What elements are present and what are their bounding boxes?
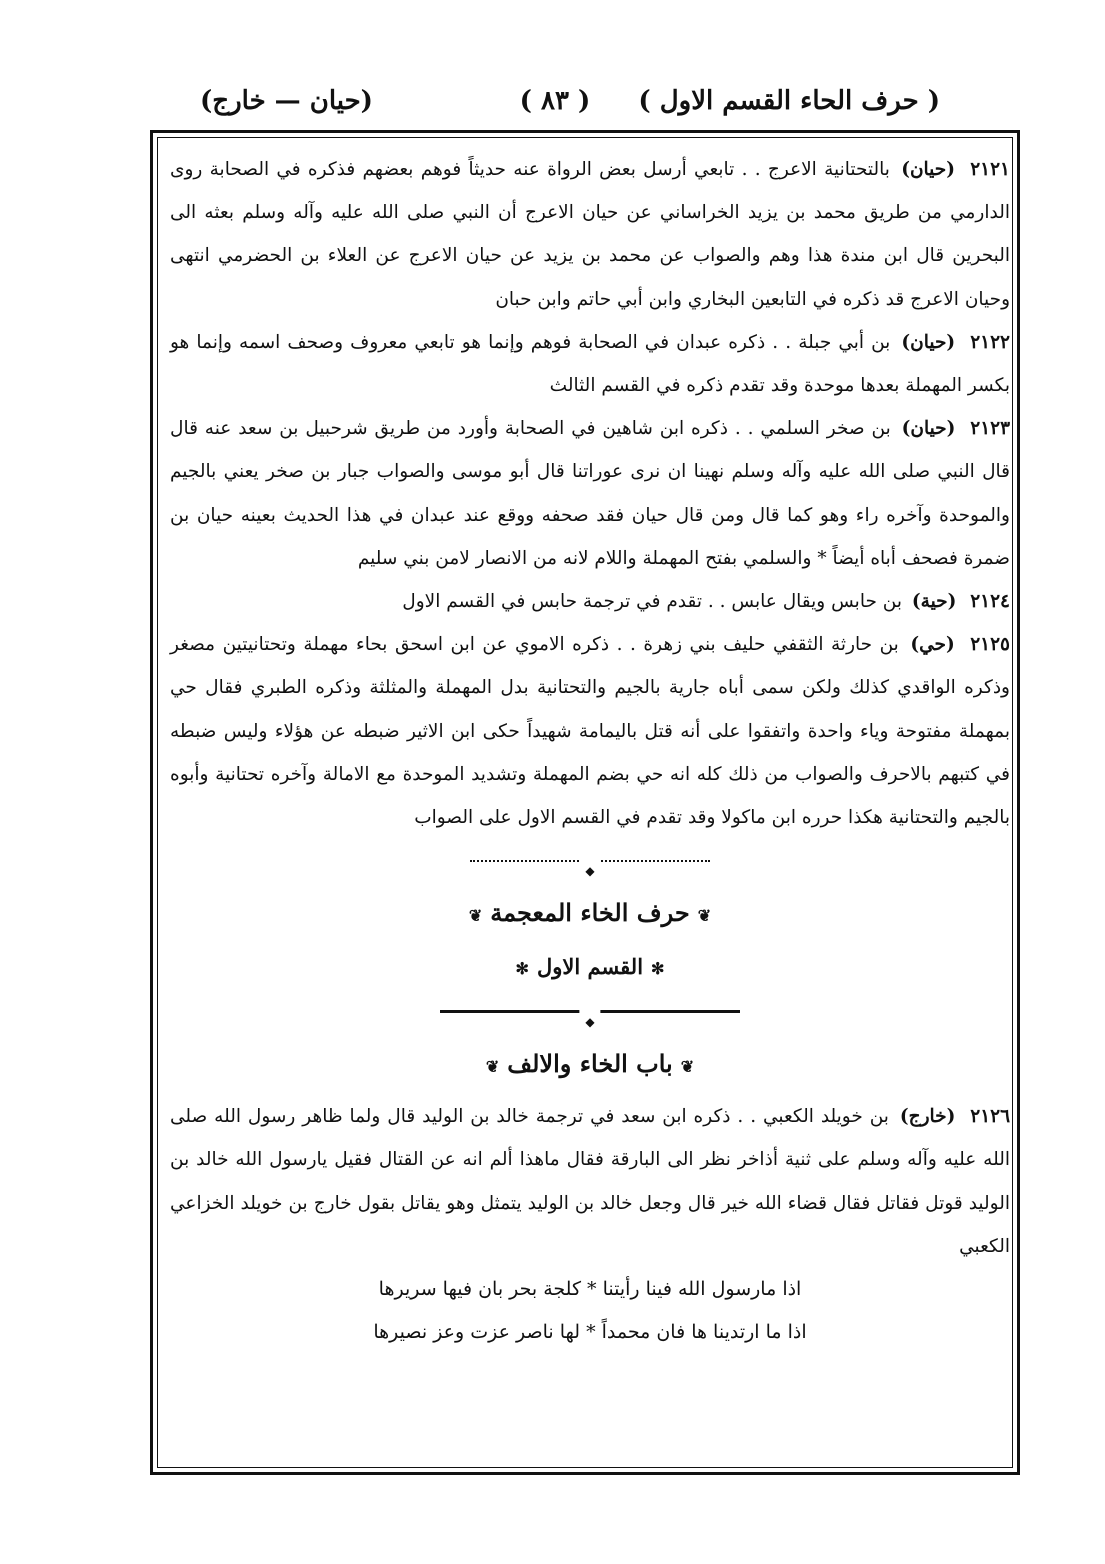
entry-text: بن أبي جبلة . . ذكره عبدان في الصحابة فوهم وإنما هو تابعي معروف وصحف اسمه وإنما هو بكسر المهملة بعدها موحدة وقد تقدم ذكره في القسم الثالث — [170, 331, 1010, 397]
entry-2121 — [170, 148, 1010, 321]
chapter-title-text: باب الخاء والالف — [507, 1049, 673, 1079]
entry-text: بن حابس ويقال عابس . . تقدم في ترجمة حابس في القسم الاول — [402, 591, 903, 613]
poem-verse: اذا ما ارتدينا ها فان محمداً * لها ناصر عزت وعز نصيرها — [373, 1321, 807, 1344]
entry-text: بن صخر السلمي . . ذكره ابن شاهين في الصحابة وأورد من طريق شرحبيل بن سعد عنه قال قال النبي صلى الله عليه وآله وسلم نهينا ان نرى عوراتنا قال أبو موسى والصواب جبار بن صخر يعني بالجيم والموحدة وآخره راء وهو كما قال ومن قال حيان فقد صحفه ووقع عند عبدان في هذا الحديث بعينه حيان بن ضمرة فصحف أباه أيضاً * والسلمي بفتح المهملة واللام لانه من الانصار لامن بني سليم — [170, 418, 1010, 569]
entry-number: ٢١٢٢ — [970, 331, 1010, 353]
ornamental-divider — [170, 839, 1010, 882]
ornament-icon: ✻ — [515, 959, 529, 979]
entry-name: (حيان) — [901, 418, 956, 440]
entry-2123 — [170, 407, 1010, 580]
ornamental-divider — [170, 990, 1010, 1033]
entry-number: ٢١٢٥ — [970, 634, 1010, 656]
divider-line — [440, 1010, 740, 1013]
entry-number: ٢١٢١ — [970, 159, 1010, 180]
section-subtitle — [170, 944, 1010, 990]
ornament-icon: ✻ — [651, 959, 665, 979]
header-chapter-title: ( حرف الحاء القسم الاول ) — [638, 86, 940, 116]
entry-2125 — [170, 623, 1010, 839]
entry-text: بن حارثة الثقفي حليف بني زهرة . . ذكره الاموي عن ابن اسحق بحاء مهملة وتحتانيتين مصغر وذكره الواقدي كذلك ولكن سمى أباه جارية بالجيم والتحتانية بدل المهملة والمثلثة وذكره الطبري فقال حي بمهملة مفتوحة وياء واحدة واتفقوا على أنه قتل باليمامة شهيداً حكى ابن الاثير ضبطه عن هؤلاء وليس ضبطه في كتبهم بالاحرف والصواب من ذلك كله انه حي بضم المهملة وتشديد الموحدة مع الامالة وآخره تحتانية وأبوه بالجيم والتحتانية هكذا حرره ابن ماكولا وقد تقدم في القسم الاول على الصواب — [170, 634, 1010, 829]
ornament-icon: ❦ — [680, 1057, 695, 1077]
poem-verse: اذا مارسول الله فينا رأيتنا * كلجة بحر بان فيها سريرها — [378, 1278, 802, 1301]
entry-text: بالتحتانية الاعرج . . تابعي أرسل بعض الرواة عنه حديثاً فوهم بعضهم فذكره في الصحابة روى الدارمي من طريق محمد بن يزيد الخراساني عن حيان الاعرج أن النبي صلى الله عليه وآله وسلم بعثه الى البحرين قال ابن مندة هذا وهم والصواب عن محمد بن يزيد عن حيان الاعرج عن العلاء بن الحضرمي انتهى وحيان الاعرج قد ذكره في التابعين البخاري وابن أبي حاتم وابن حبان — [170, 159, 1010, 310]
page-number: ( ٨٣ ) — [519, 86, 591, 116]
entry-name: (حيان) — [901, 159, 955, 180]
entry-name: (خارج) — [899, 1106, 956, 1128]
entry-name: (حي) — [910, 634, 955, 656]
section-subtitle-text: القسم الاول — [536, 954, 644, 980]
entry-2124 — [170, 580, 1010, 623]
page-body — [170, 148, 1010, 1354]
ornament-icon: ❦ — [468, 906, 483, 926]
section-title-text: حرف الخاء المعجمة — [490, 898, 690, 928]
page-header — [170, 78, 940, 128]
divider-line — [470, 860, 710, 862]
entry-number: ٢١٢٦ — [970, 1106, 1011, 1128]
entry-name: (حيان) — [901, 331, 956, 353]
ornament-icon: ❦ — [697, 906, 712, 926]
entry-2126 — [170, 1095, 1010, 1268]
entry-text: بن خويلد الكعبي . . ذكره ابن سعد في ترجمة خالد بن الوليد قال ولما ظاهر رسول الله صلى الله عليه وآله وسلم على ثنية أذاخر نظر الى البارقة فقال ماهذا ألم انه عن القتال فقيل يارسول الله خالد بن الوليد قوتل فقاتل فقال قضاء الله خير قال وجعل خالد بن الوليد يتمثل وهو يقاتل بقول خارج بن خويلد الخزاعي الكعبي — [170, 1106, 1010, 1257]
entry-number: ٢١٢٤ — [970, 591, 1010, 613]
header-entry-range: (حيان — خارج) — [200, 86, 373, 116]
entry-2122 — [170, 321, 1010, 407]
entry-number: ٢١٢٣ — [970, 418, 1011, 440]
entry-name: (حية) — [911, 591, 957, 613]
ornament-icon: ❦ — [485, 1057, 500, 1077]
